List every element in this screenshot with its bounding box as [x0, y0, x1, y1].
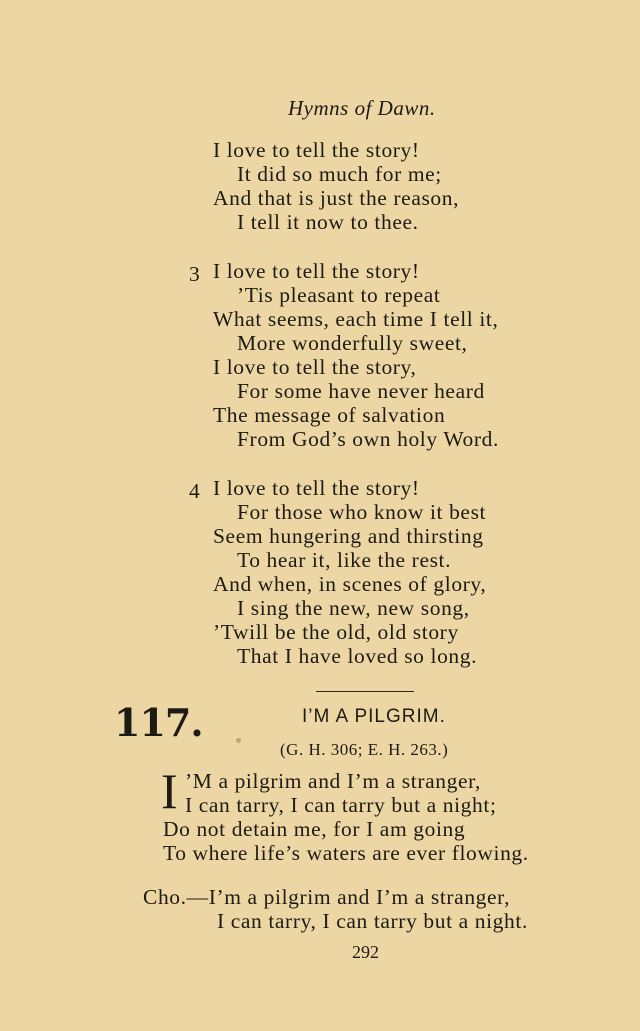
- drop-cap: I: [161, 763, 178, 819]
- verse-line: For those who know it best: [237, 500, 487, 524]
- verse-line: And that is just the reason,: [213, 186, 460, 210]
- chorus-line: [143, 885, 510, 909]
- chorus-label: Cho.—: [143, 885, 209, 909]
- page-number: 292: [352, 942, 379, 962]
- verse-line: From God’s own holy Word.: [237, 427, 499, 451]
- verse-line: ’M a pilgrim and I’m a stranger,: [185, 769, 481, 793]
- verse-line: I can tarry, I can tarry but a night;: [185, 793, 497, 817]
- verse-line: Seem hungering and thirsting: [213, 524, 484, 548]
- verse-line: I love to tell the story!: [213, 476, 420, 500]
- running-header: Hymns of Dawn.: [288, 96, 436, 120]
- chorus-text: I’m a pilgrim and I’m a stranger,: [208, 885, 511, 909]
- verse-line: To hear it, like the rest.: [237, 548, 452, 572]
- verse-line: ’Twill be the old, old story: [213, 620, 459, 644]
- verse-line: I love to tell the story!: [213, 138, 420, 162]
- verse-line: I love to tell the story,: [213, 355, 417, 379]
- chorus-line: I can tarry, I can tarry but a night.: [217, 909, 528, 933]
- hymn-number: 117.: [114, 700, 203, 745]
- verse-line: For some have never heard: [237, 379, 485, 403]
- paper-spot: [236, 738, 241, 743]
- verse-line: ’Tis pleasant to repeat: [237, 283, 441, 307]
- verse-line: It did so much for me;: [237, 162, 442, 186]
- verse-line: To where life’s waters are ever flowing.: [163, 841, 529, 865]
- verse-line: And when, in scenes of glory,: [213, 572, 487, 596]
- verse-line: I sing the new, new song,: [237, 596, 470, 620]
- section-divider: [316, 691, 414, 692]
- tune-reference: (G. H. 306; E. H. 263.): [280, 740, 449, 759]
- verse-line: What seems, each time I tell it,: [213, 307, 499, 331]
- verse-line: Do not detain me, for I am going: [163, 817, 466, 841]
- verse-line: I tell it now to thee.: [237, 210, 419, 234]
- verse-line: More wonderfully sweet,: [237, 331, 468, 355]
- stanza-number: 3: [189, 262, 200, 286]
- hymn-title: I’M A PILGRIM.: [302, 706, 446, 727]
- stanza-number: 4: [189, 479, 200, 503]
- verse-line: The message of salvation: [213, 403, 446, 427]
- verse-line: That I have loved so long.: [237, 644, 478, 668]
- verse-line: I love to tell the story!: [213, 259, 420, 283]
